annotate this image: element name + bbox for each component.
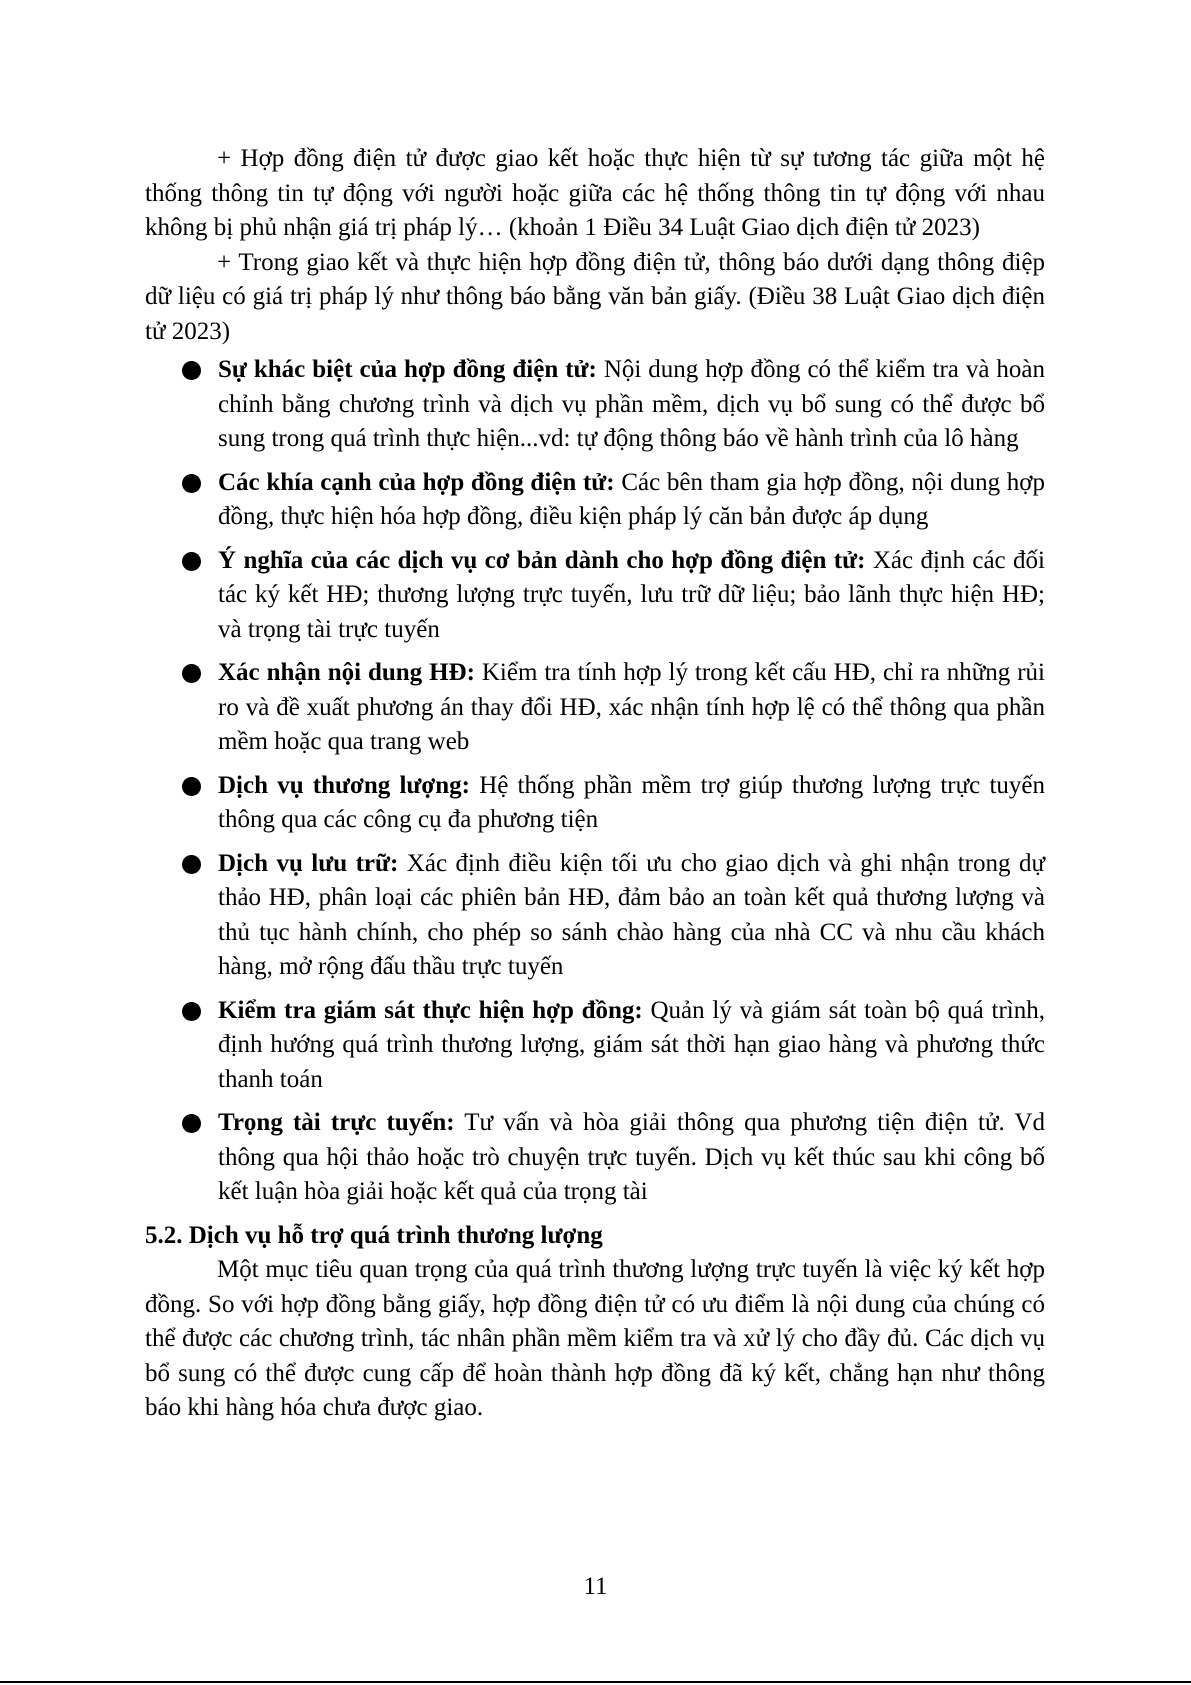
- bullet-icon: [182, 777, 201, 796]
- bullet-text: Nội dung hợp đồng có thể kiểm tra và hoàn chỉnh bằng chương trình và dịch vụ phần mềm, dịch vụ bổ sung có thể được bổ sung trong quá trình thực hiện...vd: tự động thông báo về hành trình của lô hàng: [218, 356, 1045, 452]
- bullet-icon: [182, 552, 201, 571]
- list-item: [145, 994, 1045, 1098]
- paragraph-contract-automated-systems: + Hợp đồng điện tử được giao kết hoặc thực hiện từ sự tương tác giữa một hệ thống thông tin tự động với người hoặc giữa các hệ thống thông tin tự động với nhau không bị phủ nhận giá trị pháp lý… (khoản 1 Điều 34 Luật Giao dịch điện tử 2023): [145, 145, 1045, 241]
- bullet-icon: [182, 855, 201, 874]
- list-item: [145, 466, 1045, 535]
- bullet-text: Hệ thống phần mềm trợ giúp thương lượng trực tuyến thông qua các công cụ đa phương tiện: [218, 771, 1045, 833]
- bullet-term: Dịch vụ thương lượng:: [218, 771, 470, 799]
- list-item: [145, 769, 1045, 838]
- bullet-text: Quản lý và giám sát toàn bộ quá trình, định hướng quá trình thương lượng, giám sát thời hạn giao hàng và phương thức thanh toán: [218, 996, 1045, 1093]
- list-item: [145, 544, 1045, 648]
- bullet-icon: [182, 1002, 201, 1021]
- paragraph-data-message-notice: + Trong giao kết và thực hiện hợp đồng điện tử, thông báo dưới dạng thông điệp dữ liệu có giá trị pháp lý như thông báo bằng văn bản giấy. (Điều 38 Luật Giao dịch điện tử 2023): [145, 248, 1045, 345]
- bullet-icon: [182, 474, 201, 493]
- section-heading: 5.2. Dịch vụ hỗ trợ quá trình thương lượng: [145, 1221, 603, 1249]
- bullet-text: Xác định các đối tác ký kết HĐ; thương lượng trực tuyến, lưu trữ dữ liệu; bảo lãnh thực hiện HĐ; và trọng tài trực tuyến: [218, 546, 1046, 643]
- page-content: [145, 142, 1045, 1426]
- bullet-text: Các bên tham gia hợp đồng, nội dung hợp đồng, thực hiện hóa hợp đồng, điều kiện pháp lý căn bản được áp dụng: [218, 468, 1045, 530]
- page-number: 11: [583, 1573, 608, 1600]
- bullet-term: Kiểm tra giám sát thực hiện hợp đồng:: [218, 996, 643, 1024]
- section-paragraph: Một mục tiêu quan trọng của quá trình thương lượng trực tuyến là việc ký kết hợp đồng. So với hợp đồng bằng giấy, hợp đồng điện tử có ưu điểm là nội dung của chúng có thể được các chương trình, tác nhân phần mềm kiểm tra và xử lý cho đầy đủ. Các dịch vụ bổ sung có thể được cung cấp để hoàn thành hợp đồng đã ký kết, chẳng hạn như thông báo khi hàng hóa chưa được giao.: [145, 1256, 1045, 1421]
- list-item: [145, 847, 1045, 985]
- list-item: [145, 656, 1045, 760]
- bullet-text: Kiểm tra tính hợp lý trong kết cấu HĐ, chỉ ra những rủi ro và đề xuất phương án thay đổi HĐ, xác nhận tính hợp lệ có thể thông qua phần mềm hoặc qua trang web: [218, 659, 1046, 755]
- bullet-term: Ý nghĩa của các dịch vụ cơ bản dành cho hợp đồng điện tử:: [218, 546, 866, 574]
- bullet-term: Dịch vụ lưu trữ:: [218, 849, 399, 877]
- bullet-list: [145, 353, 1045, 1210]
- bullet-term: Các khía cạnh của hợp đồng điện tử:: [218, 468, 615, 496]
- list-item: [145, 1106, 1045, 1210]
- bullet-icon: [182, 1114, 201, 1133]
- bullet-icon: [182, 361, 201, 380]
- bullet-term: Xác nhận nội dung HĐ:: [218, 659, 475, 686]
- bullet-term: Trọng tài trực tuyến:: [218, 1109, 455, 1136]
- list-item: [145, 353, 1045, 457]
- bullet-term: Sự khác biệt của hợp đồng điện tử:: [218, 356, 597, 383]
- bullet-text: Xác định điều kiện tối ưu cho giao dịch và ghi nhận trong dự thảo HĐ, phân loại các phiên bản HĐ, đảm bảo an toàn kết quả thương lượng và thủ tục hành chính, cho phép so sánh chào hàng của nhà CC và nhu cầu khách hàng, mở rộng đấu thầu trực tuyến: [218, 849, 1045, 980]
- bullet-text: Tư vấn và hòa giải thông qua phương tiện điện tử. Vd thông qua hội thảo hoặc trò chuyện trực tuyến. Dịch vụ kết thúc sau khi công bố kết luận hòa giải hoặc kết quả của trọng tài: [218, 1109, 1045, 1205]
- bottom-divider: [0, 1681, 1191, 1683]
- bullet-icon: [182, 664, 201, 683]
